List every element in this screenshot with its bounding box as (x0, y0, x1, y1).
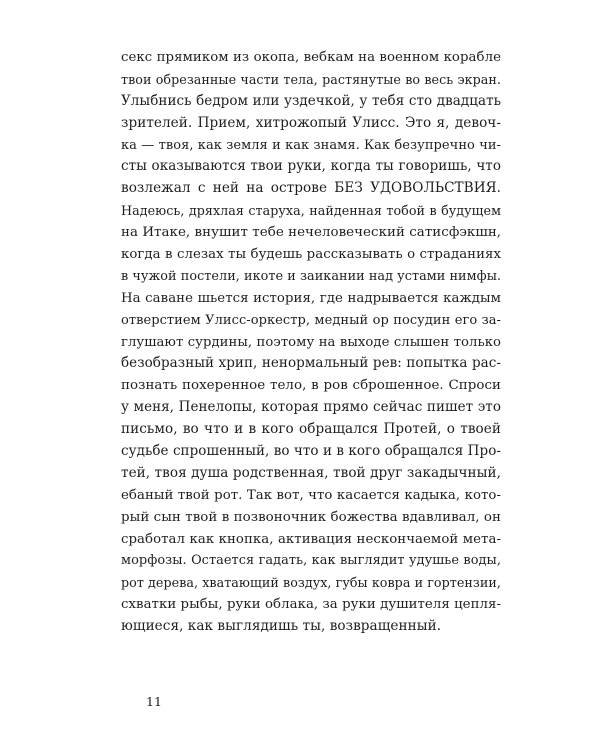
text-line: когда в слезах ты будешь рассказывать о страданиях (121, 247, 501, 263)
page-number: 11 (146, 694, 162, 709)
text-line: ка — твоя, как земля и как знамя. Как безупречно чи- (121, 137, 501, 153)
body-text (121, 47, 501, 638)
text-line: Улыбнись бедром или уздечкой, у тебя сто двадцать (121, 92, 501, 109)
text-line: безобразный хрип, ненормальный рев: попытка рас- (121, 355, 501, 372)
text-line: в чужой постели, икоте и заикании над устами нимфы. (121, 268, 502, 284)
text-line: секс прямиком из окопа, вебкам на военном корабле (121, 50, 501, 65)
text-line: письмо, во что и в кого обращался Протей, о твоей (121, 421, 501, 438)
text-line: Надеюсь, дряхлая старуха, найденная тобой в будущем (121, 203, 501, 219)
text-line: возлежал с ней на острове БЕЗ УДОВОЛЬСТВИЯ. (121, 180, 501, 197)
text-line: сработал как кнопка, активация нескончаемой мета- (121, 531, 501, 547)
text-line: глушают сурдины, поэтому на выходе слышен только (121, 334, 501, 350)
text-line: твои обрезанные части тела, растянутые во весь экран. (121, 71, 501, 87)
text-line: отверстием Улисс-оркестр, медный ор посудин его за- (121, 312, 501, 328)
text-line: рот дерева, хватающий воздух, губы ковра и гортензии, (121, 575, 501, 591)
text-line: морфозы. Остается гадать, как выглядит удушье воды, (121, 553, 501, 569)
text-line: схватки рыбы, руки облака, за руки душителя цепля- (121, 597, 501, 613)
text-line: сты оказываются твои руки, когда ты говоришь, что (121, 158, 501, 175)
text-line: рый сын твой в позвоночник божества вдавливал, он (121, 509, 501, 525)
text-line: ющиеся, как выглядишь ты, возвращенный. (121, 618, 442, 635)
text-line: ебаный твой рот. Так вот, что касается кадыка, кото- (121, 487, 501, 503)
text-line: тей, твоя душа родственная, твой друг закадычный, (121, 464, 501, 481)
text-line: судьбе спрошенный, во что и в кого обращался Про- (121, 443, 501, 460)
text-line: познать похеренное тело, в ров сброшенное. Спроси (121, 378, 501, 394)
text-line: На саване шьется история, где надрывается каждым (121, 290, 501, 306)
text-line: на Итаке, внушит тебе нечеловеческий сатисфэкшн, (121, 225, 502, 241)
text-line: у меня, Пенелопы, которая прямо сейчас пишет это (121, 399, 501, 416)
text-line: зрителей. Прием, хитрожопый Улисс. Это я, девоч- (121, 114, 501, 131)
